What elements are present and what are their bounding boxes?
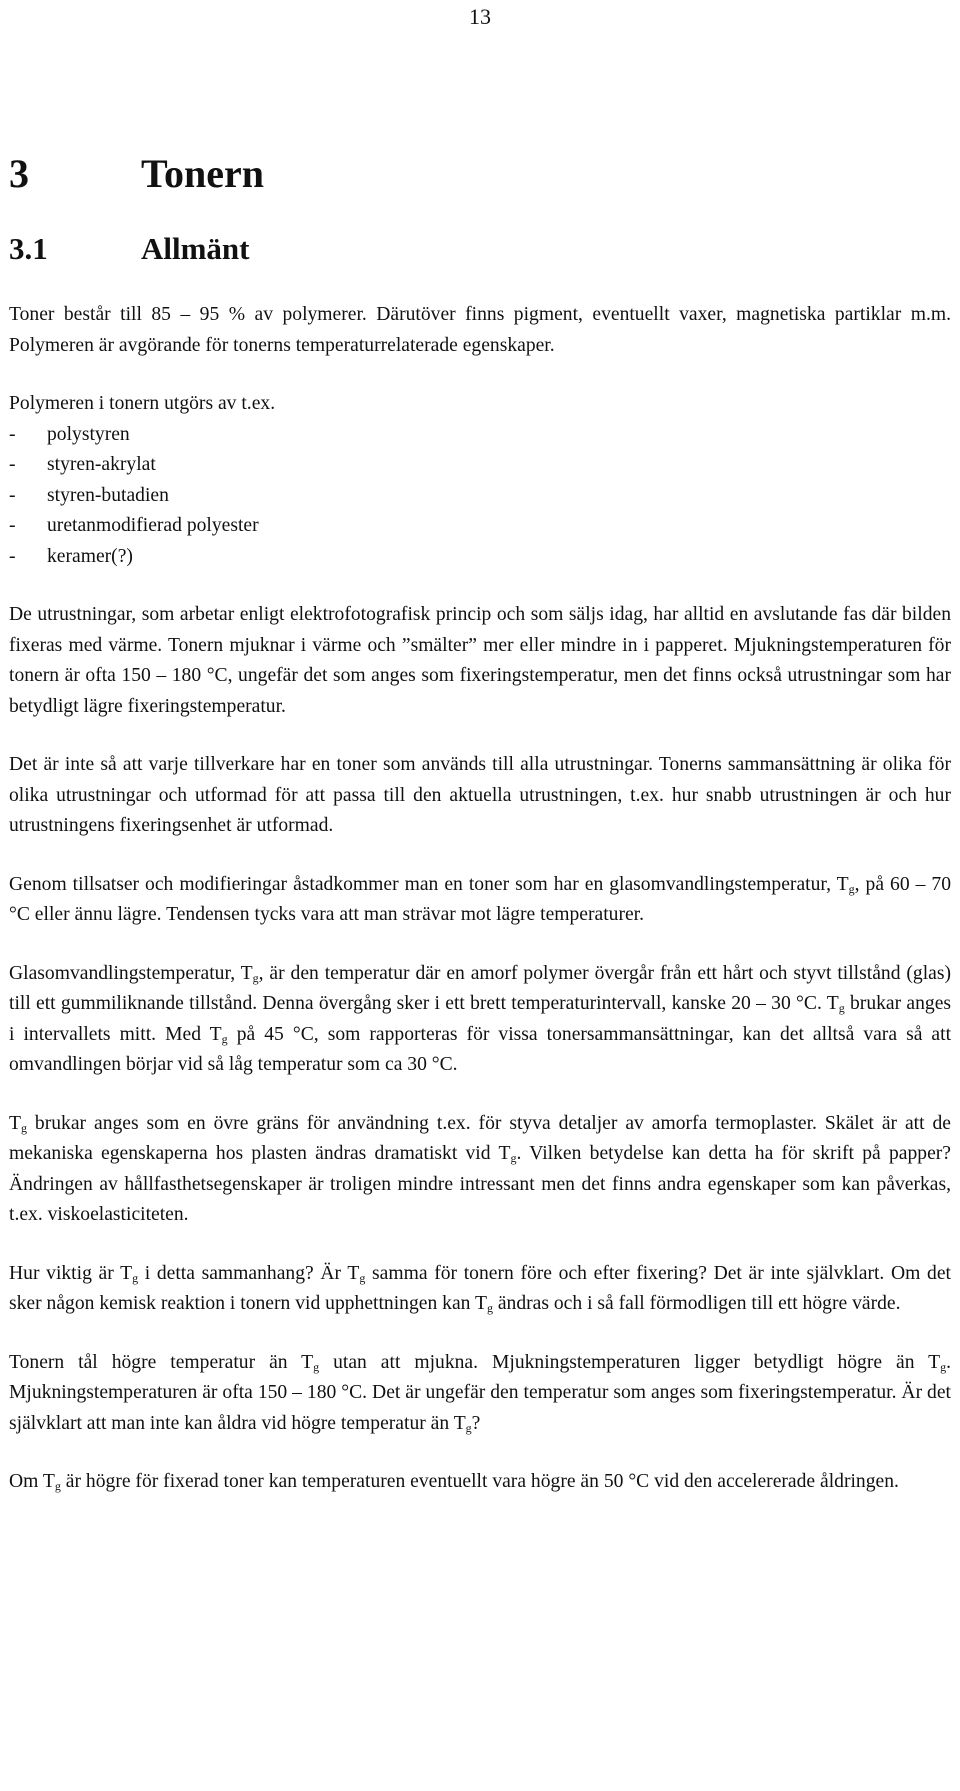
paragraph-fixing: De utrustningar, som arbetar enligt elektrofotografisk princip och som säljs idag, har alltid en avslutande fas där bilden fixeras med värme. Tonern mjuknar i värme och ”smälter” mer eller mindre in i papperet. Mjukningstemperaturen för tonern är ofta 150 – 180 °C, ungefär det som anges som fixeringstemperatur, men det finns också utrustningar som har betydligt lägre fixeringstemperatur. <box>9 604 951 717</box>
paragraph-softening: Tonern tål högre temperatur än $T_g$ utan att mjukna. Mjukningstemperaturen ligger betydligt högre än $T_g$. Mjukningstemperaturen är ofta 150 – 180 °C. Det är ungefär den temperatur som anges som fixeringstemperatur. Är det självklart att man inte kan åldra vid högre temperatur än $T_g$? <box>9 1351 951 1435</box>
page-number: 13 <box>469 4 491 29</box>
paragraph-intro: Toner består till 85 – 95 % av polymerer. Därutöver finns pigment, eventuellt vaxer, magnetiska partiklar m.m. Polymeren är avgörande för tonerns temperaturrelaterade egenskaper. <box>9 304 951 356</box>
list-item <box>9 511 951 542</box>
list-item-text: polystyren <box>47 423 130 445</box>
list-item-text: uretanmodifierad polyester <box>47 515 259 536</box>
list-item-text: keramer(?) <box>47 545 133 567</box>
section-number: 3.1 <box>9 231 48 266</box>
list-item <box>9 420 951 451</box>
polymer-list <box>9 420 951 573</box>
paragraph-aging: Om $T_g$ är högre för fixerad toner kan temperaturen eventuellt vara högre än 50 °C vid den accelererade åldringen. <box>9 1471 899 1493</box>
list-dash: - <box>9 423 16 445</box>
paragraph-additives: Genom tillsatser och modifieringar åstadkommer man en toner som har en glasomvandlingstemperatur, $T_g$, på 60 – 70 °C eller ännu lägre. Tendensen tycks vara att man strävar mot lägre temperaturer. <box>9 873 951 925</box>
list-dash: - <box>9 545 16 567</box>
list-dash: - <box>9 484 16 506</box>
chapter-heading <box>9 150 264 198</box>
paragraph-polymer-lead: Polymeren i tonern utgörs av t.ex. <box>9 393 276 414</box>
list-item-text: styren-butadien <box>47 484 169 506</box>
section-heading <box>9 230 250 268</box>
list-dash: - <box>9 515 16 536</box>
list-item <box>9 542 951 573</box>
paragraph-manufacturers: Det är inte så att varje tillverkare har en toner som används till alla utrustningar. Tonerns sammansättning är olika för olika utrustningar och utformad för att passa till den aktuella utrustningen, t.ex. hur snabb utrustningen är och hur utrustningens fixeringsenhet är utformad. <box>9 754 951 836</box>
paragraph-importance: Hur viktig är $T_g$ i detta sammanhang? Är $T_g$ samma för tonern före och efter fixering? Det är inte självklart. Om det sker någon kemisk reaktion i tonern vid upphettningen kan $T_g$ ändras och i så fall förmodligen till ett högre värde. <box>9 1262 951 1315</box>
list-dash: - <box>9 454 16 475</box>
chapter-title: Tonern <box>141 151 265 196</box>
list-item-text: styren-akrylat <box>47 454 156 475</box>
body-text <box>9 300 951 1526</box>
paragraph-upper-limit: $T_g$ brukar anges som en övre gräns för användning t.ex. för styva detaljer av amorfa termoplaster. Skälet är att de mekaniska egenskaperna hos plasten ändras dramatiskt vid $T_g$. Vilken betydelse kan detta ha för skrift på papper? Ändringen av hållfasthetsegenskaper är troligen mindre intressant men det finns andra egenskaper som kan påverkas, t.ex. viskoelasticiteten. <box>9 1112 952 1225</box>
chapter-number: 3 <box>9 151 29 196</box>
list-item <box>9 481 951 512</box>
section-title: Allmänt <box>141 231 250 266</box>
paragraph-glass-transition: Glasomvandlingstemperatur, $T_g$, är den temperatur där en amorf polymer övergår från ett hårt och styvt tillstånd (glas) till ett gummiliknande tillstånd. Denna övergång sker i ett brett temperaturintervall, kanske 20 – 30 °C. $T_g$ brukar anges i intervallets mitt. Med $T_g$ på 45 °C, som rapporteras för vissa tonersammansättningar, kan det alltså vara så att omvandlingen börjar vid så låg temperatur som ca 30 °C. <box>9 962 952 1075</box>
list-item <box>9 450 951 481</box>
